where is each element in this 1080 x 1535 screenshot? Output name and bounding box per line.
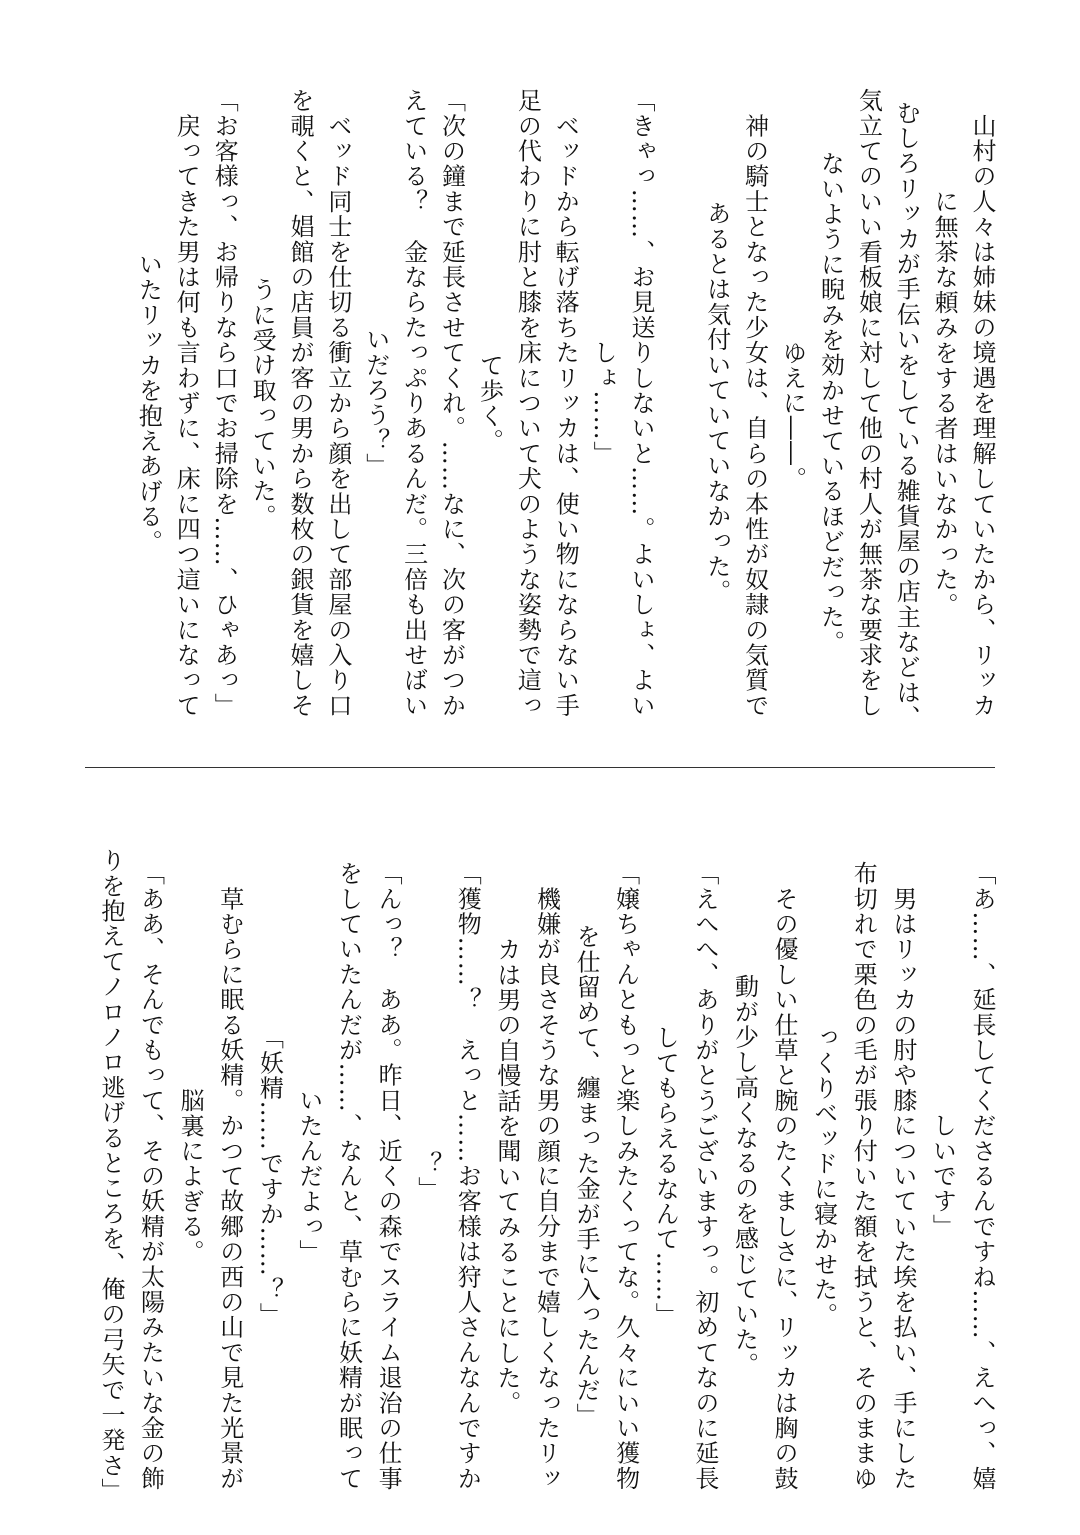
text-column: りを抱えてノロノロ逃げるところを、俺の弓矢で一発さ」	[96, 848, 125, 1504]
text-column: ベッド同士を仕切る衝立から顔を出して部屋の入り口	[323, 88, 352, 718]
text-column: 「妖精……ですか……？」	[255, 1024, 284, 1328]
text-column: 「獲物……？ えっと……お客様は狩人さんなんですか	[453, 861, 482, 1491]
text-column: 足の代わりに肘と膝を床について犬のような姿勢で這っ	[513, 88, 542, 718]
text-column: 「次の鐘まで延長させてくれ。……なに、次の客がつか	[437, 88, 466, 718]
text-column: 「えへへ、ありがとうございますっ。初めてなのに延長	[690, 861, 719, 1491]
text-column: をしていたんだが……、なんと、草むらに妖精が眠って	[334, 861, 363, 1491]
text-column: 戻ってきた男は何も言わずに、床に四つ這いになって	[172, 88, 201, 718]
text-column: いたんだよっ」	[294, 1087, 323, 1265]
text-column: いだろう？」	[361, 327, 390, 479]
text-column: 男はリッカの肘や膝についていた埃を払い、手にした	[888, 861, 917, 1491]
text-column: カは男の自慢話を聞いてみることにした。	[492, 936, 521, 1416]
text-column: その優しい仕草と腕のたくましさに、リッカは胸の鼓	[770, 861, 799, 1491]
text-column: 機嫌が良さそうな男の顔に自分まで嬉しくなったリッ	[532, 861, 561, 1491]
text-column: あるとは気付いていていなかった。	[702, 201, 731, 605]
text-column: ？」	[413, 1150, 442, 1202]
section-divider	[85, 767, 995, 768]
text-column: を覗くと、娼館の店員が客の男から数枚の銀貨を嬉しそ	[285, 88, 314, 718]
text-column: ゆえに――。	[778, 314, 807, 492]
bottom-text-block	[83, 846, 994, 1506]
text-column: 「きゃっ……、お見送りしないと……。よいしょ、よい	[626, 88, 655, 718]
text-column: に無茶な頼みをする者はいなかった。	[930, 188, 959, 618]
text-column: しいです」	[928, 1113, 957, 1239]
text-column: を仕留めて、纏まった金が手に入ったんだ」	[572, 924, 601, 1428]
text-column: してもらえるなんて……」	[651, 1024, 680, 1328]
text-column: 気立てのいい看板娘に対して他の村人が無茶な要求をし	[854, 88, 883, 718]
text-column: いたリッカを抱えあげる。	[134, 251, 163, 555]
text-column: うに受け取っていた。	[248, 277, 277, 529]
text-column: 山村の人々は姉妹の境遇を理解していたから、リッカ	[968, 88, 996, 718]
text-column: 動が少し高くなるのを感じていた。	[730, 974, 759, 1378]
text-column: むしろリッカが手伝いをしている雑貨屋の店主などは、	[892, 75, 921, 731]
text-column: 布切れで栗色の毛が張り付いた額を拭うと、そのままゆ	[849, 861, 878, 1491]
text-column: えている？ 金ならたっぷりあるんだ。三倍も出せばい	[399, 88, 428, 718]
text-column: 「ああ、そんでもって、その妖精が太陽みたいな金の飾	[136, 861, 165, 1491]
text-column	[653, 73, 691, 733]
text-column: っくりベッドに寝かせた。	[809, 1024, 838, 1328]
text-column: 「お客様っ、お帰りなら口でお掃除を……、ひゃあっ」	[210, 88, 239, 718]
text-column: 「あ……、延長してくださるんですね……、えへっ、嬉	[968, 861, 996, 1491]
text-column: 「んっ？ ああ。昨日、近くの森でスライム退治の仕事	[374, 861, 403, 1491]
text-column: て歩く。	[475, 352, 504, 454]
text-column: 草むらに眠る妖精。かつて故郷の西の山で見た光景が	[215, 860, 244, 1491]
text-column: 神の騎士となった少女は、自らの本性が奴隷の気質で	[740, 88, 769, 718]
top-text-block	[123, 73, 994, 733]
text-column: ベッドから転げ落ちたリッカは、使い物にならない手	[551, 88, 580, 718]
text-column: 脳裏によぎる。	[176, 1087, 205, 1265]
text-column: ないように睨みを効かせているほどだった。	[816, 151, 845, 655]
text-column: 「嬢ちゃんともっと楽しみたくってな。久々にいい獲物	[611, 861, 640, 1491]
text-column: しょ……」	[589, 340, 618, 466]
